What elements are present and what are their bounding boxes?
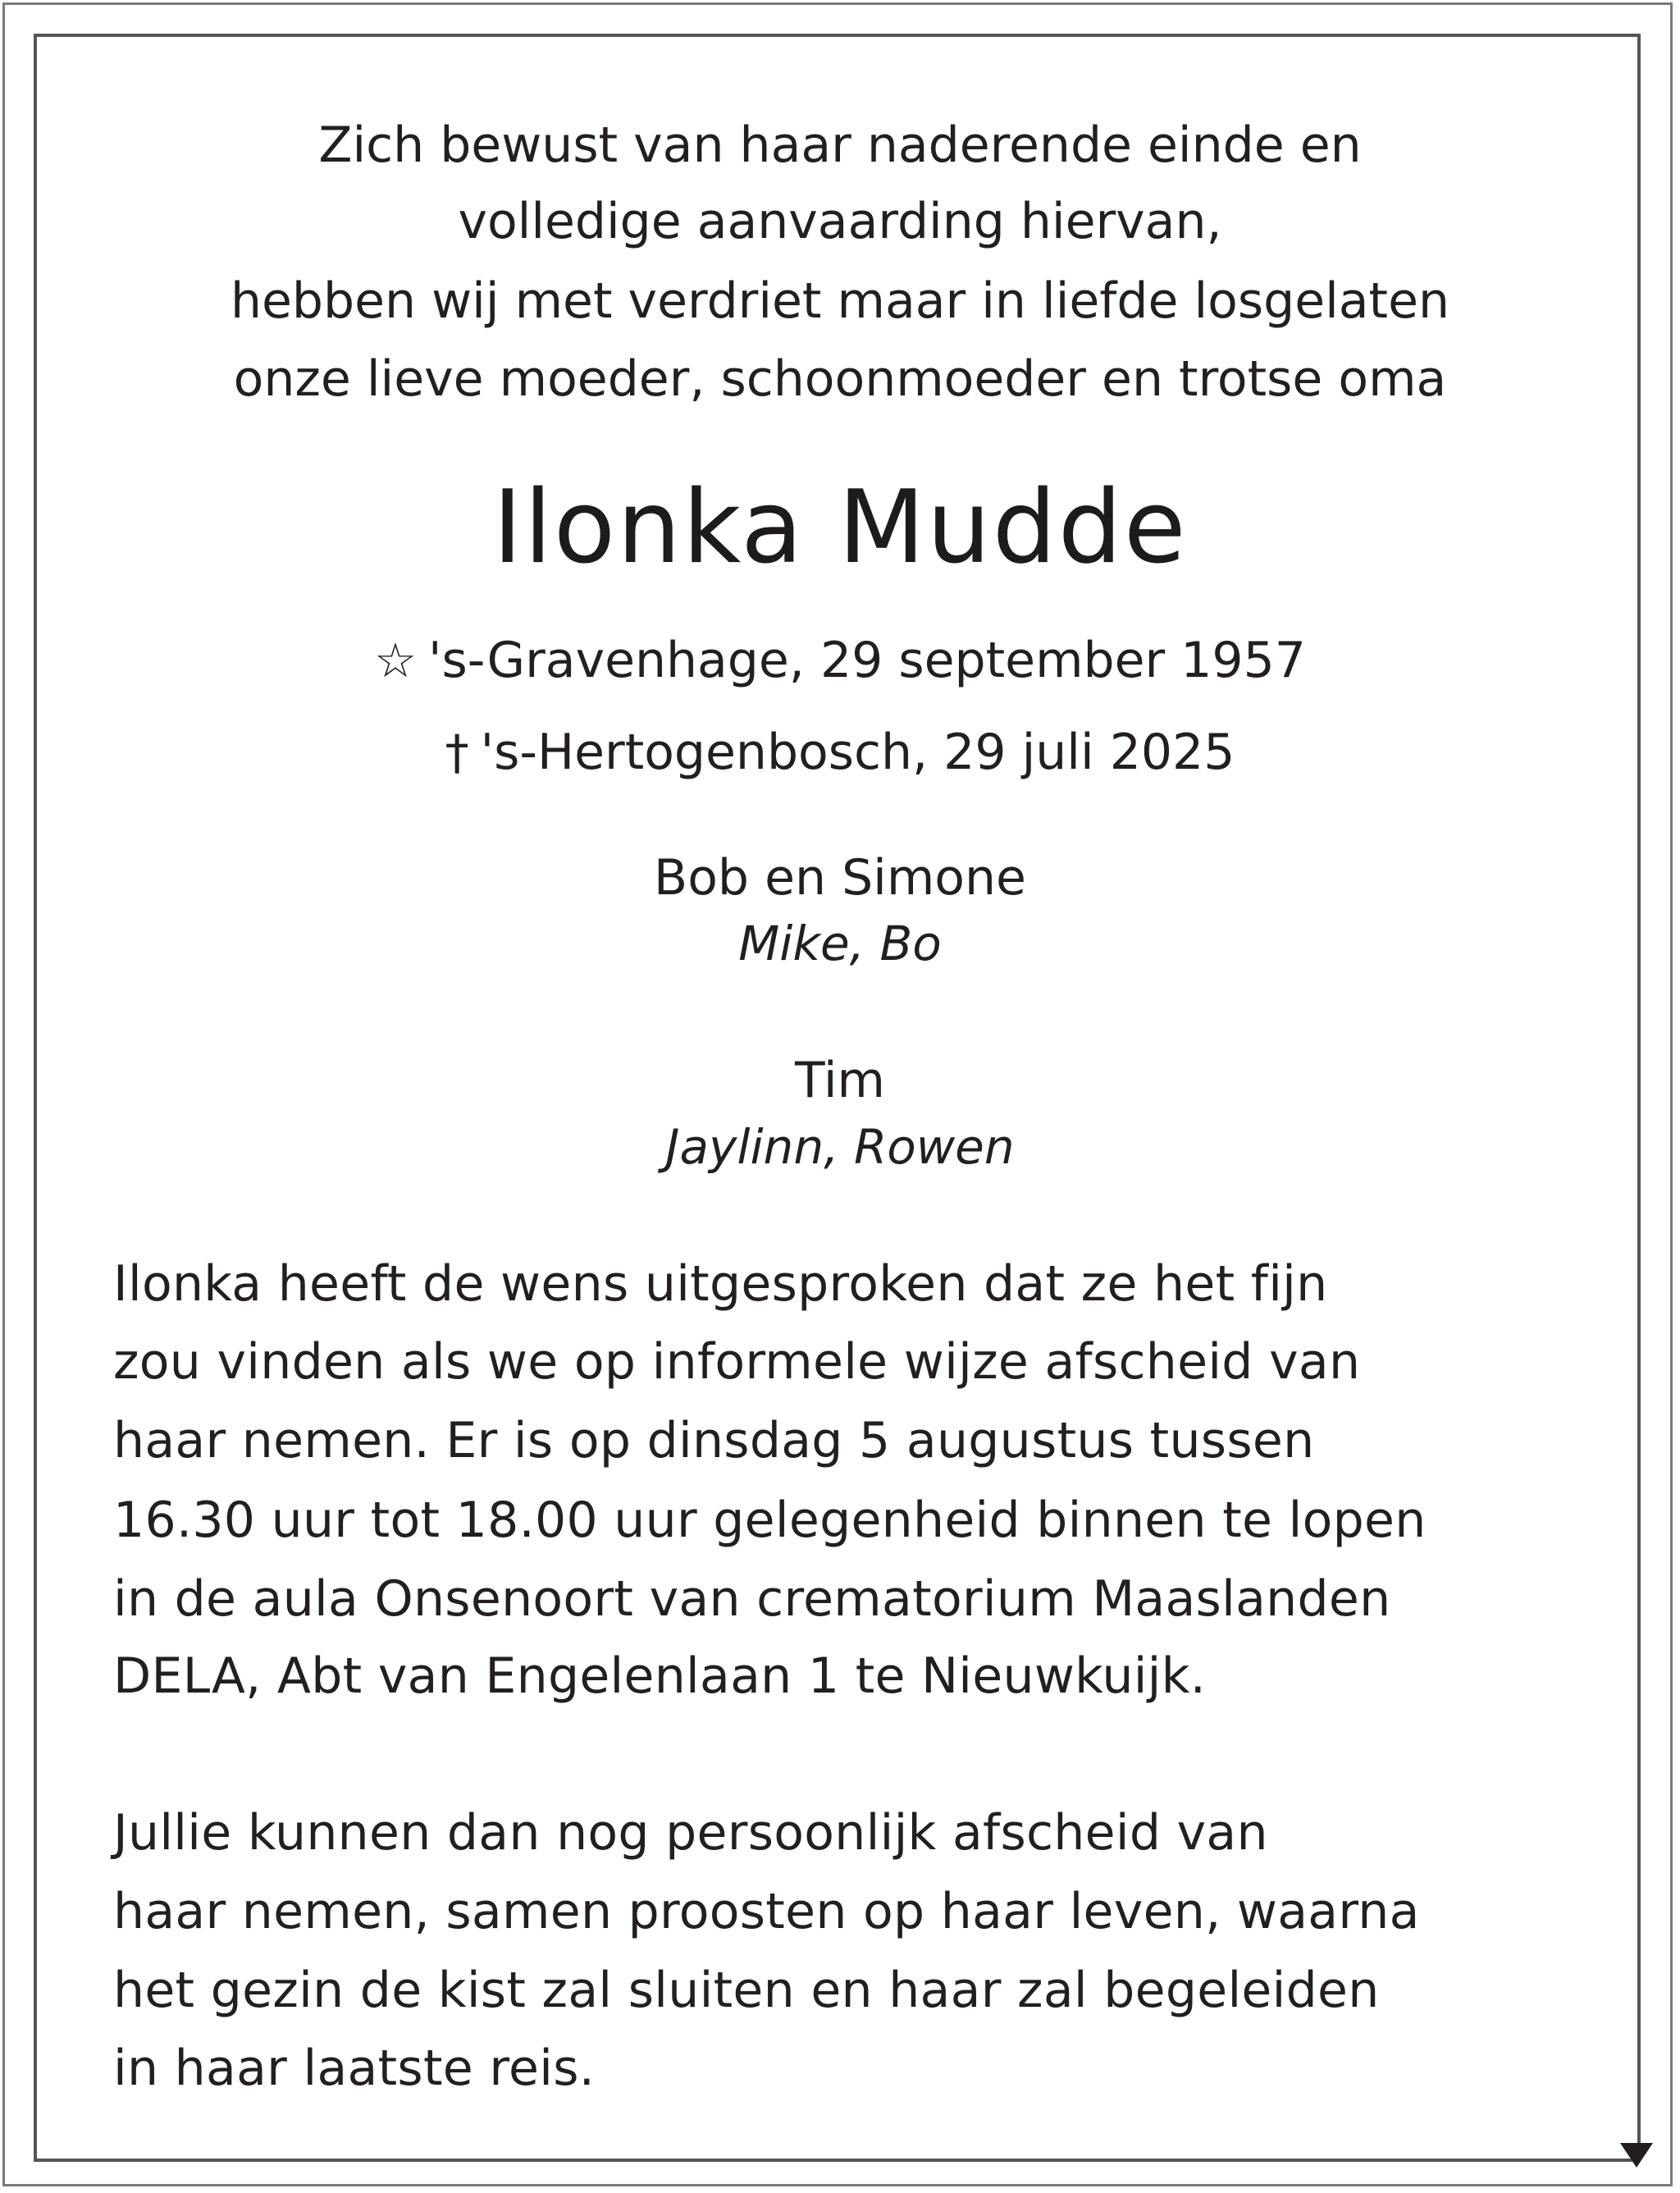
cross-icon: † — [445, 724, 469, 780]
intro-line-1: Zich bewust van haar naderende einde en — [318, 117, 1362, 174]
paragraph-1-line-6: DELA, Abt van Engelenlaan 1 te Nieuwkuijk. — [113, 1647, 1207, 1705]
intro-line-3: hebben wij met verdriet maar in liefde losgelaten — [230, 272, 1450, 330]
intro-line-2: volledige aanvaarding hiervan, — [458, 193, 1222, 250]
family-parents-2: Tim — [795, 1052, 885, 1109]
paragraph-2-line-4: in haar laatste reis. — [113, 2040, 596, 2097]
birth-place-date: 's-Gravenhage, 29 september 1957 — [428, 632, 1306, 689]
family-parents-1: Bob en Simone — [654, 849, 1026, 907]
family-children-1: Mike, Bo — [738, 916, 942, 971]
star-outline-icon: ☆ — [374, 633, 418, 688]
death-line — [0, 724, 1680, 781]
paragraph-1-line-4: 16.30 uur tot 18.00 uur gelegenheid binnen te lopen — [113, 1492, 1427, 1549]
paragraph-1-line-5: in de aula Onsenoort van crematorium Maaslanden — [113, 1570, 1391, 1628]
death-place-date: 's-Hertogenbosch, 29 juli 2025 — [480, 724, 1235, 781]
paragraph-1-line-2: zou vinden als we op informele wijze afscheid van — [113, 1333, 1361, 1391]
deceased-name: Ilonka Mudde — [492, 469, 1188, 587]
intro-line-4: onze lieve moeder, schoonmoeder en trotse oma — [233, 350, 1447, 408]
birth-line — [0, 632, 1680, 689]
paragraph-1-line-1: Ilonka heeft de wens uitgesproken dat ze het fijn — [113, 1255, 1328, 1313]
paragraph-1-line-3: haar nemen. Er is op dinsdag 5 augustus tussen — [113, 1412, 1315, 1469]
paragraph-2-line-3: het gezin de kist zal sluiten en haar zal begeleiden — [113, 1962, 1380, 2019]
paragraph-2-line-2: haar nemen, samen proosten op haar leven, waarna — [113, 1883, 1420, 1940]
paragraph-2-line-1: Jullie kunnen dan nog persoonlijk afscheid van — [113, 1804, 1268, 1862]
family-children-2: Jaylinn, Rowen — [665, 1119, 1015, 1175]
triangle-down-icon[interactable] — [1620, 2143, 1653, 2168]
